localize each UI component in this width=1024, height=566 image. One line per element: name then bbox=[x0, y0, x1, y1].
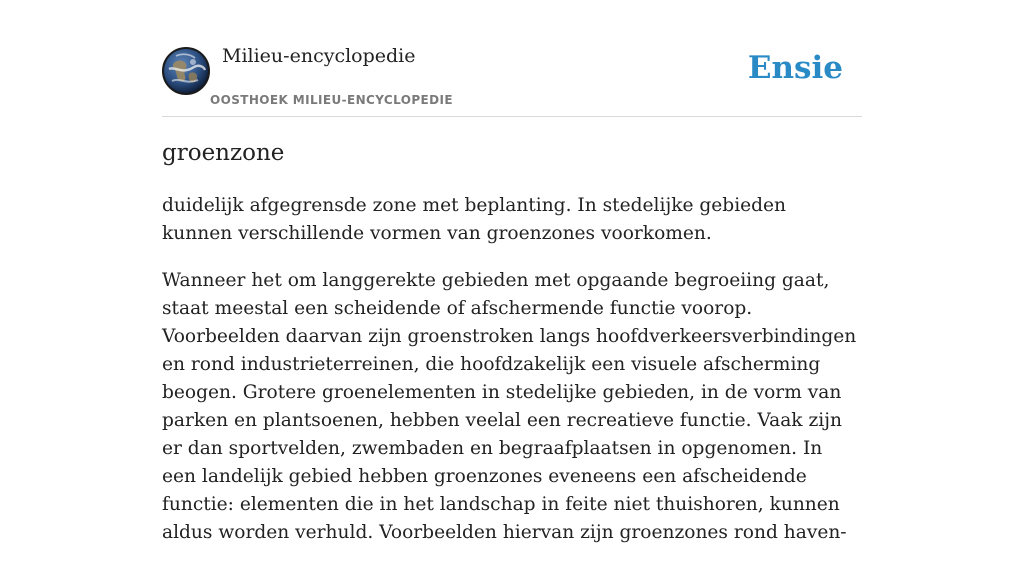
brand-logo[interactable]: Ensie bbox=[747, 50, 843, 86]
article-paragraph: Wanneer het om langgerekte gebieden met opgaande begroeiing gaat, staat meestal een scheidende of afschermende functie voorop. Voorbeelden daarvan zijn groenstroken langs hoofdverkeersverbindingen en rond industrieterreinen, die hoofdzakelijk een visuele afscherming beogen. Grotere groenelementen in stedelijke gebieden, in de vorm van parken en plantsoenen, hebben veelal een recreatieve functie. Vaak zijn er dan sportvelden, zwembaden en begraafplaatsen in opgenomen. In een landelijk gebied hebben groenzones eveneens een afscheidende functie: elementen die in het landschap in feite niet thuishoren, kunnen aldus worden verhuld. Voorbeelden hiervan zijn groenzones rond haven- bbox=[162, 270, 857, 543]
site-subtitle[interactable]: OOSTHOEK MILIEU-ENCYCLOPEDIE bbox=[210, 93, 453, 107]
article-paragraph: duidelijk afgegrensde zone met beplanting. In stedelijke gebieden kunnen verschillende vormen van groenzones voorkomen. bbox=[162, 195, 787, 244]
site-header bbox=[162, 0, 862, 117]
page-container bbox=[162, 0, 862, 543]
site-name[interactable]: Milieu-encyclopedie bbox=[222, 45, 416, 67]
article-title: groenzone bbox=[162, 140, 285, 166]
earth-globe-icon[interactable] bbox=[162, 47, 210, 95]
article-body bbox=[162, 192, 862, 566]
